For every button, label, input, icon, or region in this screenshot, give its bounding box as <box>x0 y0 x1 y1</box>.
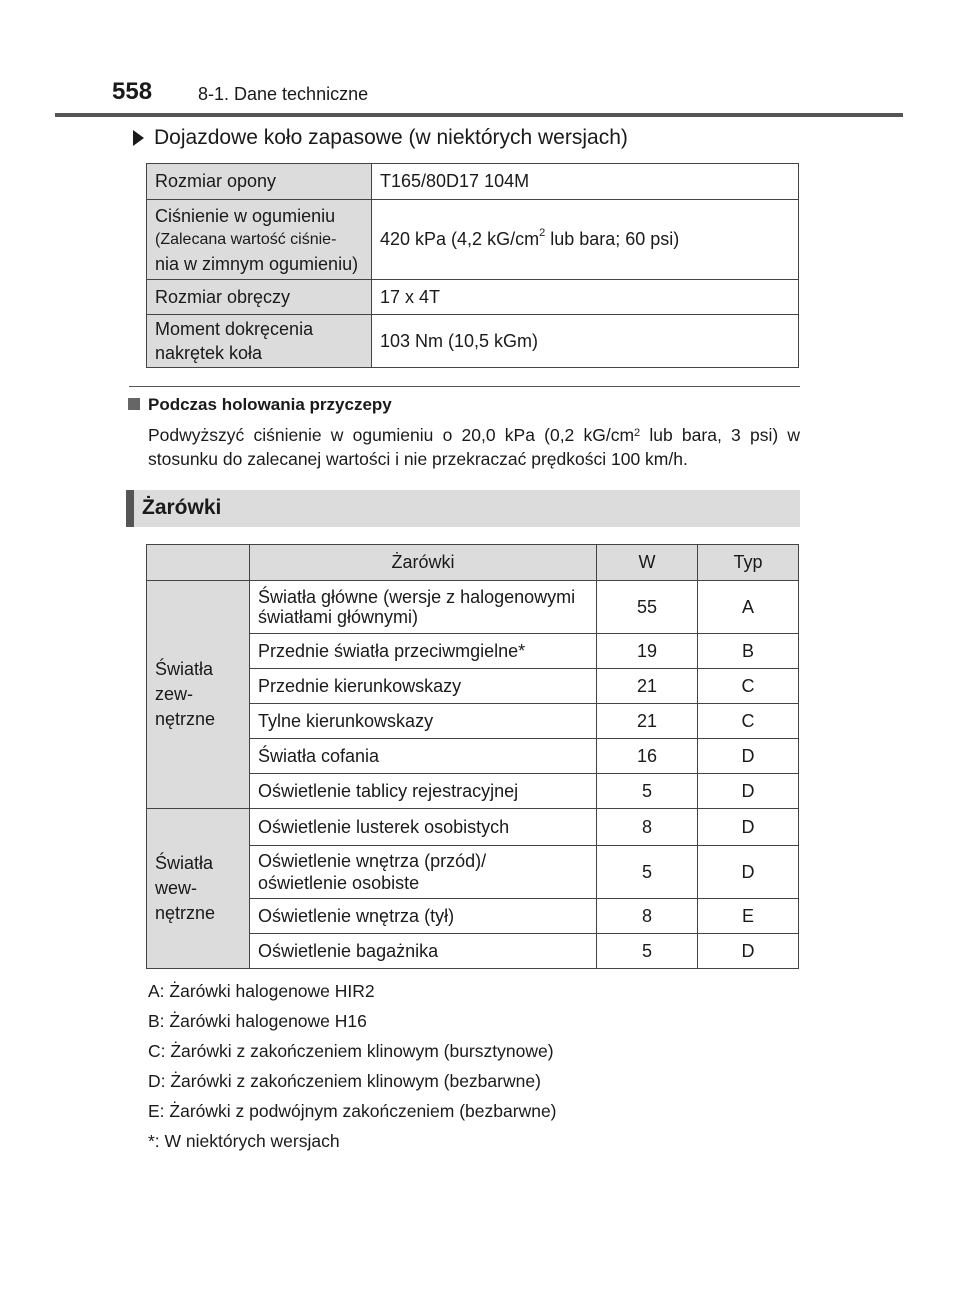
legend-item: E: Żarówki z podwójnym zakończeniem (bezbarwne) <box>148 1101 557 1121</box>
legend-item: A: Żarówki halogenowe HIR2 <box>148 981 375 1001</box>
spare-wheel-heading <box>133 126 628 150</box>
bulbs-table <box>146 544 799 969</box>
group-label-interior <box>147 809 250 969</box>
towing-note-superscript: 2 <box>634 427 641 439</box>
column-header-bulbs: Żarówki <box>250 545 597 581</box>
bulb-type: C <box>698 669 799 704</box>
bulbs-section-header <box>126 490 800 527</box>
label-line: (Zalecana wartość ciśnie- <box>155 230 337 248</box>
section-marker <box>126 490 134 527</box>
column-header-type: Typ <box>698 545 799 581</box>
pressure-value: 420 kPa (4,2 kG/cm <box>380 229 540 249</box>
label-line: Moment dokręcenia <box>155 319 314 339</box>
group-label-line: zew- <box>155 684 194 704</box>
bulb-watts: 21 <box>597 669 698 704</box>
bulb-watts: 5 <box>597 774 698 809</box>
table-row <box>147 280 799 315</box>
bulb-name: Oświetlenie tablicy rejestracyjnej <box>250 774 597 809</box>
legend-item: D: Żarówki z zakończeniem klinowym (bezbarwne) <box>148 1071 541 1091</box>
bulb-name: Tylne kierunkowskazy <box>250 704 597 739</box>
bulb-watts: 8 <box>597 809 698 846</box>
bulb-name-line: Światła główne (wersje z halogenowymi <box>258 587 576 607</box>
bulb-type: A <box>698 581 799 634</box>
pressure-value-tail: lub bara; 60 psi) <box>545 229 680 249</box>
table-cell-value <box>372 200 799 280</box>
section-divider <box>129 386 800 387</box>
bulbs-section-title: Żarówki <box>142 496 222 519</box>
table-row <box>147 581 799 634</box>
bulb-watts: 19 <box>597 634 698 669</box>
group-label-line: Światła <box>155 659 214 679</box>
page-number: 558 <box>112 78 153 105</box>
section-path: 8-1. Dane techniczne <box>198 84 369 104</box>
table-cell-label: Rozmiar obręczy <box>147 280 372 315</box>
group-label-line: wew- <box>155 878 198 898</box>
column-header-group <box>147 545 250 581</box>
bulb-name <box>250 581 597 634</box>
bulb-name: Oświetlenie wnętrza (tył) <box>250 899 597 934</box>
bulb-type: D <box>698 739 799 774</box>
bulb-watts: 5 <box>597 934 698 969</box>
bulb-name: Światła cofania <box>250 739 597 774</box>
group-label-line: Światła <box>155 853 214 873</box>
towing-note-title: Podczas holowania przyczepy <box>148 395 392 414</box>
footnote: *: W niektórych wersjach <box>148 1131 340 1151</box>
spare-wheel-heading-text: Dojazdowe koło zapasowe (w niektórych wersjach) <box>154 126 628 149</box>
header-rule <box>55 113 903 117</box>
square-bullet-icon <box>128 398 140 410</box>
bulb-name-line: światłami głównymi) <box>258 607 419 627</box>
table-cell-value: T165/80D17 104M <box>372 164 799 200</box>
bulb-name: Przednie światła przeciwmgielne* <box>250 634 597 669</box>
table-cell-label <box>147 200 372 280</box>
table-row <box>147 809 799 846</box>
bulb-type: D <box>698 846 799 899</box>
bulb-type: D <box>698 934 799 969</box>
bulb-type: D <box>698 774 799 809</box>
pressure-superscript: 2 <box>539 227 546 239</box>
table-cell-value: 103 Nm (10,5 kGm) <box>372 315 799 368</box>
bulb-type: C <box>698 704 799 739</box>
group-label-exterior <box>147 581 250 809</box>
bulb-watts: 16 <box>597 739 698 774</box>
group-label-line: nętrzne <box>155 709 216 729</box>
bulb-type: E <box>698 899 799 934</box>
towing-note-text-end: lub bara, 3 psi) w stosunku do zalecanej wartości i nie przekraczać prędkości 100 km/h. <box>148 425 800 469</box>
legend-item: C: Żarówki z zakończeniem klinowym (bursztynowe) <box>148 1041 554 1061</box>
table-row <box>147 164 799 200</box>
group-label-line: nętrzne <box>155 903 216 923</box>
column-header-watts: W <box>597 545 698 581</box>
legend-item: B: Żarówki halogenowe H16 <box>148 1011 367 1031</box>
label-line: Ciśnienie w ogumieniu <box>155 205 336 226</box>
table-row <box>147 200 799 280</box>
bulb-name: Przednie kierunkowskazy <box>250 669 597 704</box>
bulb-name: Oświetlenie lusterek osobistych <box>250 809 597 846</box>
bulb-name: Oświetlenie bagażnika <box>250 934 597 969</box>
table-cell-label: Rozmiar opony <box>147 164 372 200</box>
bulb-name-line: Oświetlenie wnętrza (przód)/ <box>258 851 487 871</box>
table-cell-label <box>147 315 372 368</box>
triangle-bullet-icon <box>133 130 144 146</box>
bulb-watts: 21 <box>597 704 698 739</box>
label-line: nia w zimnym ogumieniu) <box>155 253 359 274</box>
spare-wheel-table <box>146 163 799 368</box>
towing-note-text-start: Podwyższyć ciśnienie w ogumieniu o 20,0 kPa (0,2 kG/cm <box>148 425 635 445</box>
bulb-name-line: oświetlenie osobiste <box>258 873 420 893</box>
bulb-type: D <box>698 809 799 846</box>
bulb-watts: 55 <box>597 581 698 634</box>
table-row <box>147 315 799 368</box>
bulb-watts: 5 <box>597 846 698 899</box>
table-header-row <box>147 545 799 581</box>
bulb-name <box>250 846 597 899</box>
bulb-type: B <box>698 634 799 669</box>
towing-note-text <box>148 423 800 471</box>
table-cell-value: 17 x 4T <box>372 280 799 315</box>
bulb-type-legend <box>148 976 557 1156</box>
label-line: nakrętek koła <box>155 343 263 363</box>
bulb-watts: 8 <box>597 899 698 934</box>
